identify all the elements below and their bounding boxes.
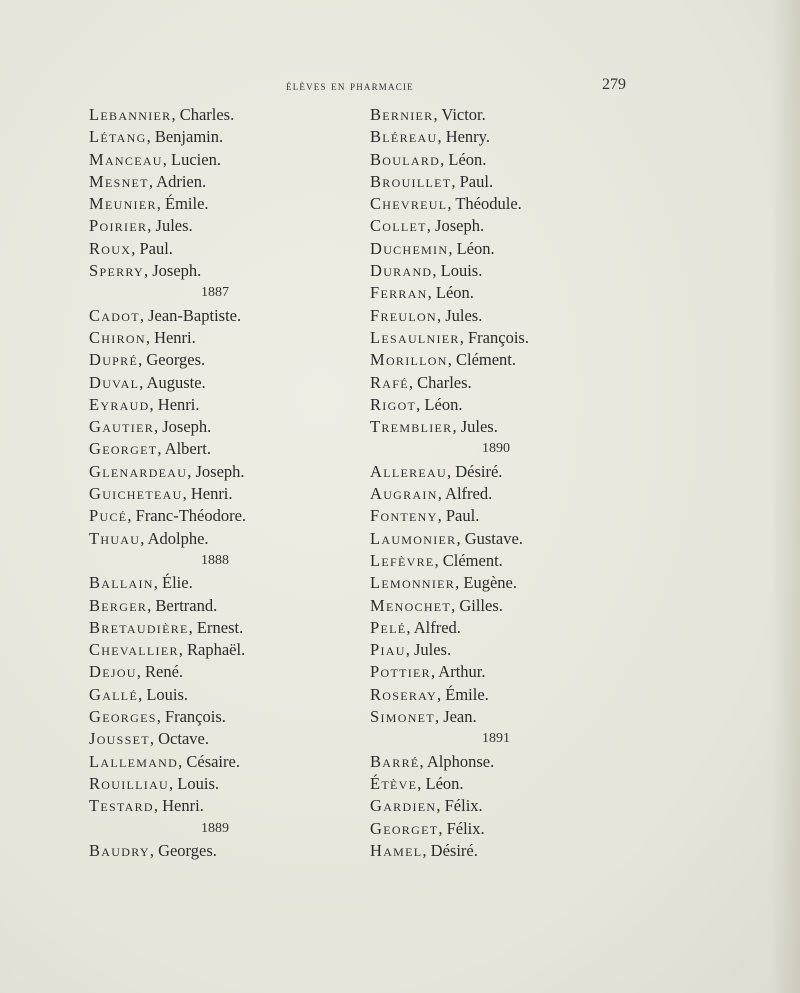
year-heading-1889: 1889 <box>201 820 229 836</box>
surname: Durand <box>370 261 433 281</box>
surname: Baudry <box>89 840 150 860</box>
list-item <box>89 349 389 371</box>
list-item <box>370 238 670 260</box>
surname: Georget <box>370 818 439 838</box>
surname: Rafé <box>370 372 409 392</box>
surname: Lefèvre <box>370 550 435 570</box>
list-item <box>89 193 389 215</box>
list-item <box>370 773 670 795</box>
given-name: , Gilles. <box>451 595 503 615</box>
given-name: , Alfred. <box>437 484 493 504</box>
list-item <box>370 840 670 862</box>
given-name: , Ernest. <box>188 617 244 637</box>
surname: Piau <box>370 640 406 660</box>
surname: Lesaulnier <box>370 327 460 347</box>
given-name: , Émile. <box>156 194 209 214</box>
list-item <box>370 305 670 327</box>
list-item <box>89 572 389 594</box>
list-item <box>370 661 670 683</box>
surname: Collet <box>370 216 427 236</box>
given-name: , Louis. <box>169 773 219 793</box>
list-group-1890 <box>370 461 670 729</box>
given-name: , Désiré. <box>422 840 478 860</box>
list-item <box>89 706 389 728</box>
given-name: , Adolphe. <box>140 528 209 548</box>
given-name: , Georges. <box>149 840 217 860</box>
given-name: , Paul. <box>437 506 480 526</box>
given-name: , Gustave. <box>456 528 523 548</box>
surname: Sperry <box>89 261 144 281</box>
given-name: , Léon. <box>416 394 463 414</box>
list-item <box>89 372 389 394</box>
surname: Poirier <box>89 216 148 236</box>
given-name: , Lucien. <box>162 149 221 169</box>
list-item <box>89 238 389 260</box>
surname: Rigot <box>370 394 417 414</box>
given-name: , Paul. <box>451 171 494 191</box>
list-item <box>370 751 670 773</box>
list-item <box>89 595 389 617</box>
list-item <box>370 461 670 483</box>
list-item <box>370 193 670 215</box>
list-item <box>370 706 670 728</box>
given-name: , François. <box>156 707 226 727</box>
surname: Morillon <box>370 350 448 370</box>
surname: Simonet <box>370 707 435 727</box>
given-name: , Désiré. <box>446 461 503 481</box>
surname: Boulard <box>370 149 441 169</box>
surname: Ballain <box>89 573 154 593</box>
given-name: , Joseph. <box>144 261 202 281</box>
page-number: 279 <box>602 76 626 93</box>
surname: Bléreau <box>370 127 438 147</box>
list-item <box>370 595 670 617</box>
surname: Laumonier <box>370 528 457 548</box>
list-group-1887 <box>89 305 389 550</box>
surname: Augrain <box>370 484 438 504</box>
right-column <box>370 104 670 862</box>
surname: Thuau <box>89 528 141 548</box>
given-name: , Georges. <box>138 350 206 370</box>
list-item <box>370 416 670 438</box>
given-name: , Bertrand. <box>147 595 218 615</box>
list-item <box>370 572 670 594</box>
given-name: , Adrien. <box>148 171 207 191</box>
surname: Manceau <box>89 149 163 169</box>
given-name: , Franc-Théodore. <box>127 506 247 526</box>
list-item <box>89 661 389 683</box>
given-name: , Théodule. <box>447 194 522 214</box>
list-group-continued <box>370 104 670 438</box>
surname: Chevreul <box>370 194 448 214</box>
list-item <box>89 639 389 661</box>
given-name: , Benjamin. <box>146 127 224 147</box>
given-name: , Félix. <box>438 818 485 838</box>
surname: Testard <box>89 796 154 816</box>
list-group-1888 <box>89 572 389 817</box>
given-name: , Albert. <box>157 439 211 459</box>
list-item <box>370 260 670 282</box>
surname: Lallemand <box>89 751 179 771</box>
surname: Glenardeau <box>89 461 188 481</box>
list-item <box>370 104 670 126</box>
list-item <box>370 795 670 817</box>
surname: Lemonnier <box>370 573 456 593</box>
surname: Rouilliau <box>89 773 170 793</box>
given-name: , Césaire. <box>178 751 240 771</box>
list-item <box>89 260 389 282</box>
list-item <box>370 327 670 349</box>
list-item <box>370 684 670 706</box>
surname: Roux <box>89 238 132 258</box>
surname: Brouillet <box>370 171 452 191</box>
list-item <box>89 840 389 862</box>
list-item <box>89 728 389 750</box>
surname: Allereau <box>370 461 447 481</box>
list-item <box>89 483 389 505</box>
given-name: , Charles. <box>408 372 472 392</box>
surname: Dupré <box>89 350 139 370</box>
left-column <box>89 104 389 862</box>
surname: Lebannier <box>89 105 172 124</box>
list-item <box>89 171 389 193</box>
list-item <box>89 795 389 817</box>
given-name: , Élie. <box>153 573 193 593</box>
list-item <box>89 684 389 706</box>
given-name: , Alphonse. <box>419 751 495 771</box>
list-item <box>370 126 670 148</box>
given-name: , Joseph. <box>154 417 212 437</box>
given-name: , Léon. <box>440 149 487 169</box>
surname: Meunier <box>89 194 157 214</box>
surname: Pucé <box>89 506 128 526</box>
surname: Cadot <box>89 305 140 325</box>
list-group-continued <box>89 104 389 282</box>
surname: Gardien <box>370 796 437 816</box>
list-item <box>370 639 670 661</box>
given-name: , Félix. <box>436 796 483 816</box>
surname: Dejou <box>89 662 137 682</box>
list-item <box>370 171 670 193</box>
given-name: , Clément. <box>447 350 517 370</box>
surname: Létang <box>89 127 147 147</box>
list-item <box>370 528 670 550</box>
surname: Gautier <box>89 417 155 437</box>
list-item <box>89 773 389 795</box>
list-item <box>89 505 389 527</box>
year-heading-1888: 1888 <box>201 552 229 568</box>
surname: Fonteny <box>370 506 438 526</box>
surname: Gallé <box>89 684 139 704</box>
surname: Pelé <box>370 617 407 637</box>
list-item <box>89 327 389 349</box>
list-item <box>89 528 389 550</box>
running-header: élèves en pharmacie <box>286 78 414 93</box>
surname: Eyraud <box>89 394 150 414</box>
given-name: , Henri. <box>149 394 200 414</box>
given-name: , Henri. <box>182 484 233 504</box>
given-name: , Jules. <box>147 216 193 236</box>
surname: Duchemin <box>370 238 449 258</box>
surname: Hamel <box>370 840 423 860</box>
given-name: , Louis. <box>138 684 189 704</box>
list-item <box>89 461 389 483</box>
year-heading-1890: 1890 <box>482 441 510 457</box>
surname: Georges <box>89 707 157 727</box>
surname: Berger <box>89 595 148 615</box>
surname: Barré <box>370 751 420 771</box>
surname: Chiron <box>89 327 146 347</box>
list-item <box>370 149 670 171</box>
year-heading-1891: 1891 <box>482 731 510 747</box>
list-item <box>370 818 670 840</box>
surname: Ferran <box>370 283 428 303</box>
list-item <box>89 416 389 438</box>
given-name: , Joseph. <box>187 461 245 481</box>
year-heading-1887: 1887 <box>201 285 229 301</box>
given-name: , Henri. <box>145 327 196 347</box>
given-name: , Auguste. <box>139 372 206 392</box>
given-name: , Alfred. <box>406 617 461 637</box>
given-name: , Léon. <box>427 283 474 303</box>
surname: Chevallier <box>89 640 179 660</box>
given-name: , François. <box>459 327 529 347</box>
given-name: , Léon. <box>448 238 495 258</box>
given-name: , Eugène. <box>455 573 517 593</box>
list-item <box>370 349 670 371</box>
given-name: , Clément. <box>434 550 503 570</box>
given-name: , René. <box>136 662 184 682</box>
surname: Étève <box>370 773 418 793</box>
surname: Bernier <box>370 105 434 124</box>
surname: Pottier <box>370 662 431 682</box>
list-item <box>370 372 670 394</box>
list-group-1889 <box>89 840 389 862</box>
list-item <box>89 149 389 171</box>
surname: Bretaudière <box>89 617 189 637</box>
given-name: , Jules. <box>452 417 498 437</box>
given-name: , Jean. <box>434 707 477 727</box>
list-item <box>89 394 389 416</box>
surname: Roseray <box>370 684 438 704</box>
surname: Menochet <box>370 595 452 615</box>
surname: Duval <box>89 372 140 392</box>
given-name: , Victor. <box>433 105 486 124</box>
list-item <box>370 483 670 505</box>
given-name: , Henry. <box>437 127 490 147</box>
surname: Georget <box>89 439 158 459</box>
list-item <box>370 505 670 527</box>
given-name: , Henri. <box>153 796 204 816</box>
surname: Freulon <box>370 305 437 325</box>
given-name: , Charles. <box>171 105 235 124</box>
list-group-1891 <box>370 751 670 862</box>
surname: Mesnet <box>89 171 149 191</box>
list-item <box>370 282 670 304</box>
given-name: , Paul. <box>131 238 173 258</box>
surname: Tremblier <box>370 417 453 437</box>
list-item <box>370 550 670 572</box>
list-item <box>89 438 389 460</box>
list-item <box>89 305 389 327</box>
given-name: , Louis. <box>432 261 483 281</box>
list-item <box>370 215 670 237</box>
given-name: , Émile. <box>437 684 489 704</box>
given-name: , Raphaël. <box>178 640 246 660</box>
given-name: , Jean-Baptiste. <box>139 305 242 325</box>
given-name: , Joseph. <box>426 216 485 236</box>
list-item <box>89 126 389 148</box>
surname: Jousset <box>89 729 150 749</box>
given-name: , Octave. <box>149 729 209 749</box>
given-name: , Jules. <box>405 640 452 660</box>
given-name: , Arthur. <box>430 662 486 682</box>
page-edge-shadow <box>770 0 800 993</box>
list-item <box>370 394 670 416</box>
list-item <box>89 104 389 126</box>
list-item <box>89 617 389 639</box>
surname: Guicheteau <box>89 484 183 504</box>
given-name: , Léon. <box>417 773 464 793</box>
list-item <box>89 215 389 237</box>
list-item <box>370 617 670 639</box>
list-item <box>89 751 389 773</box>
given-name: , Jules. <box>436 305 483 325</box>
